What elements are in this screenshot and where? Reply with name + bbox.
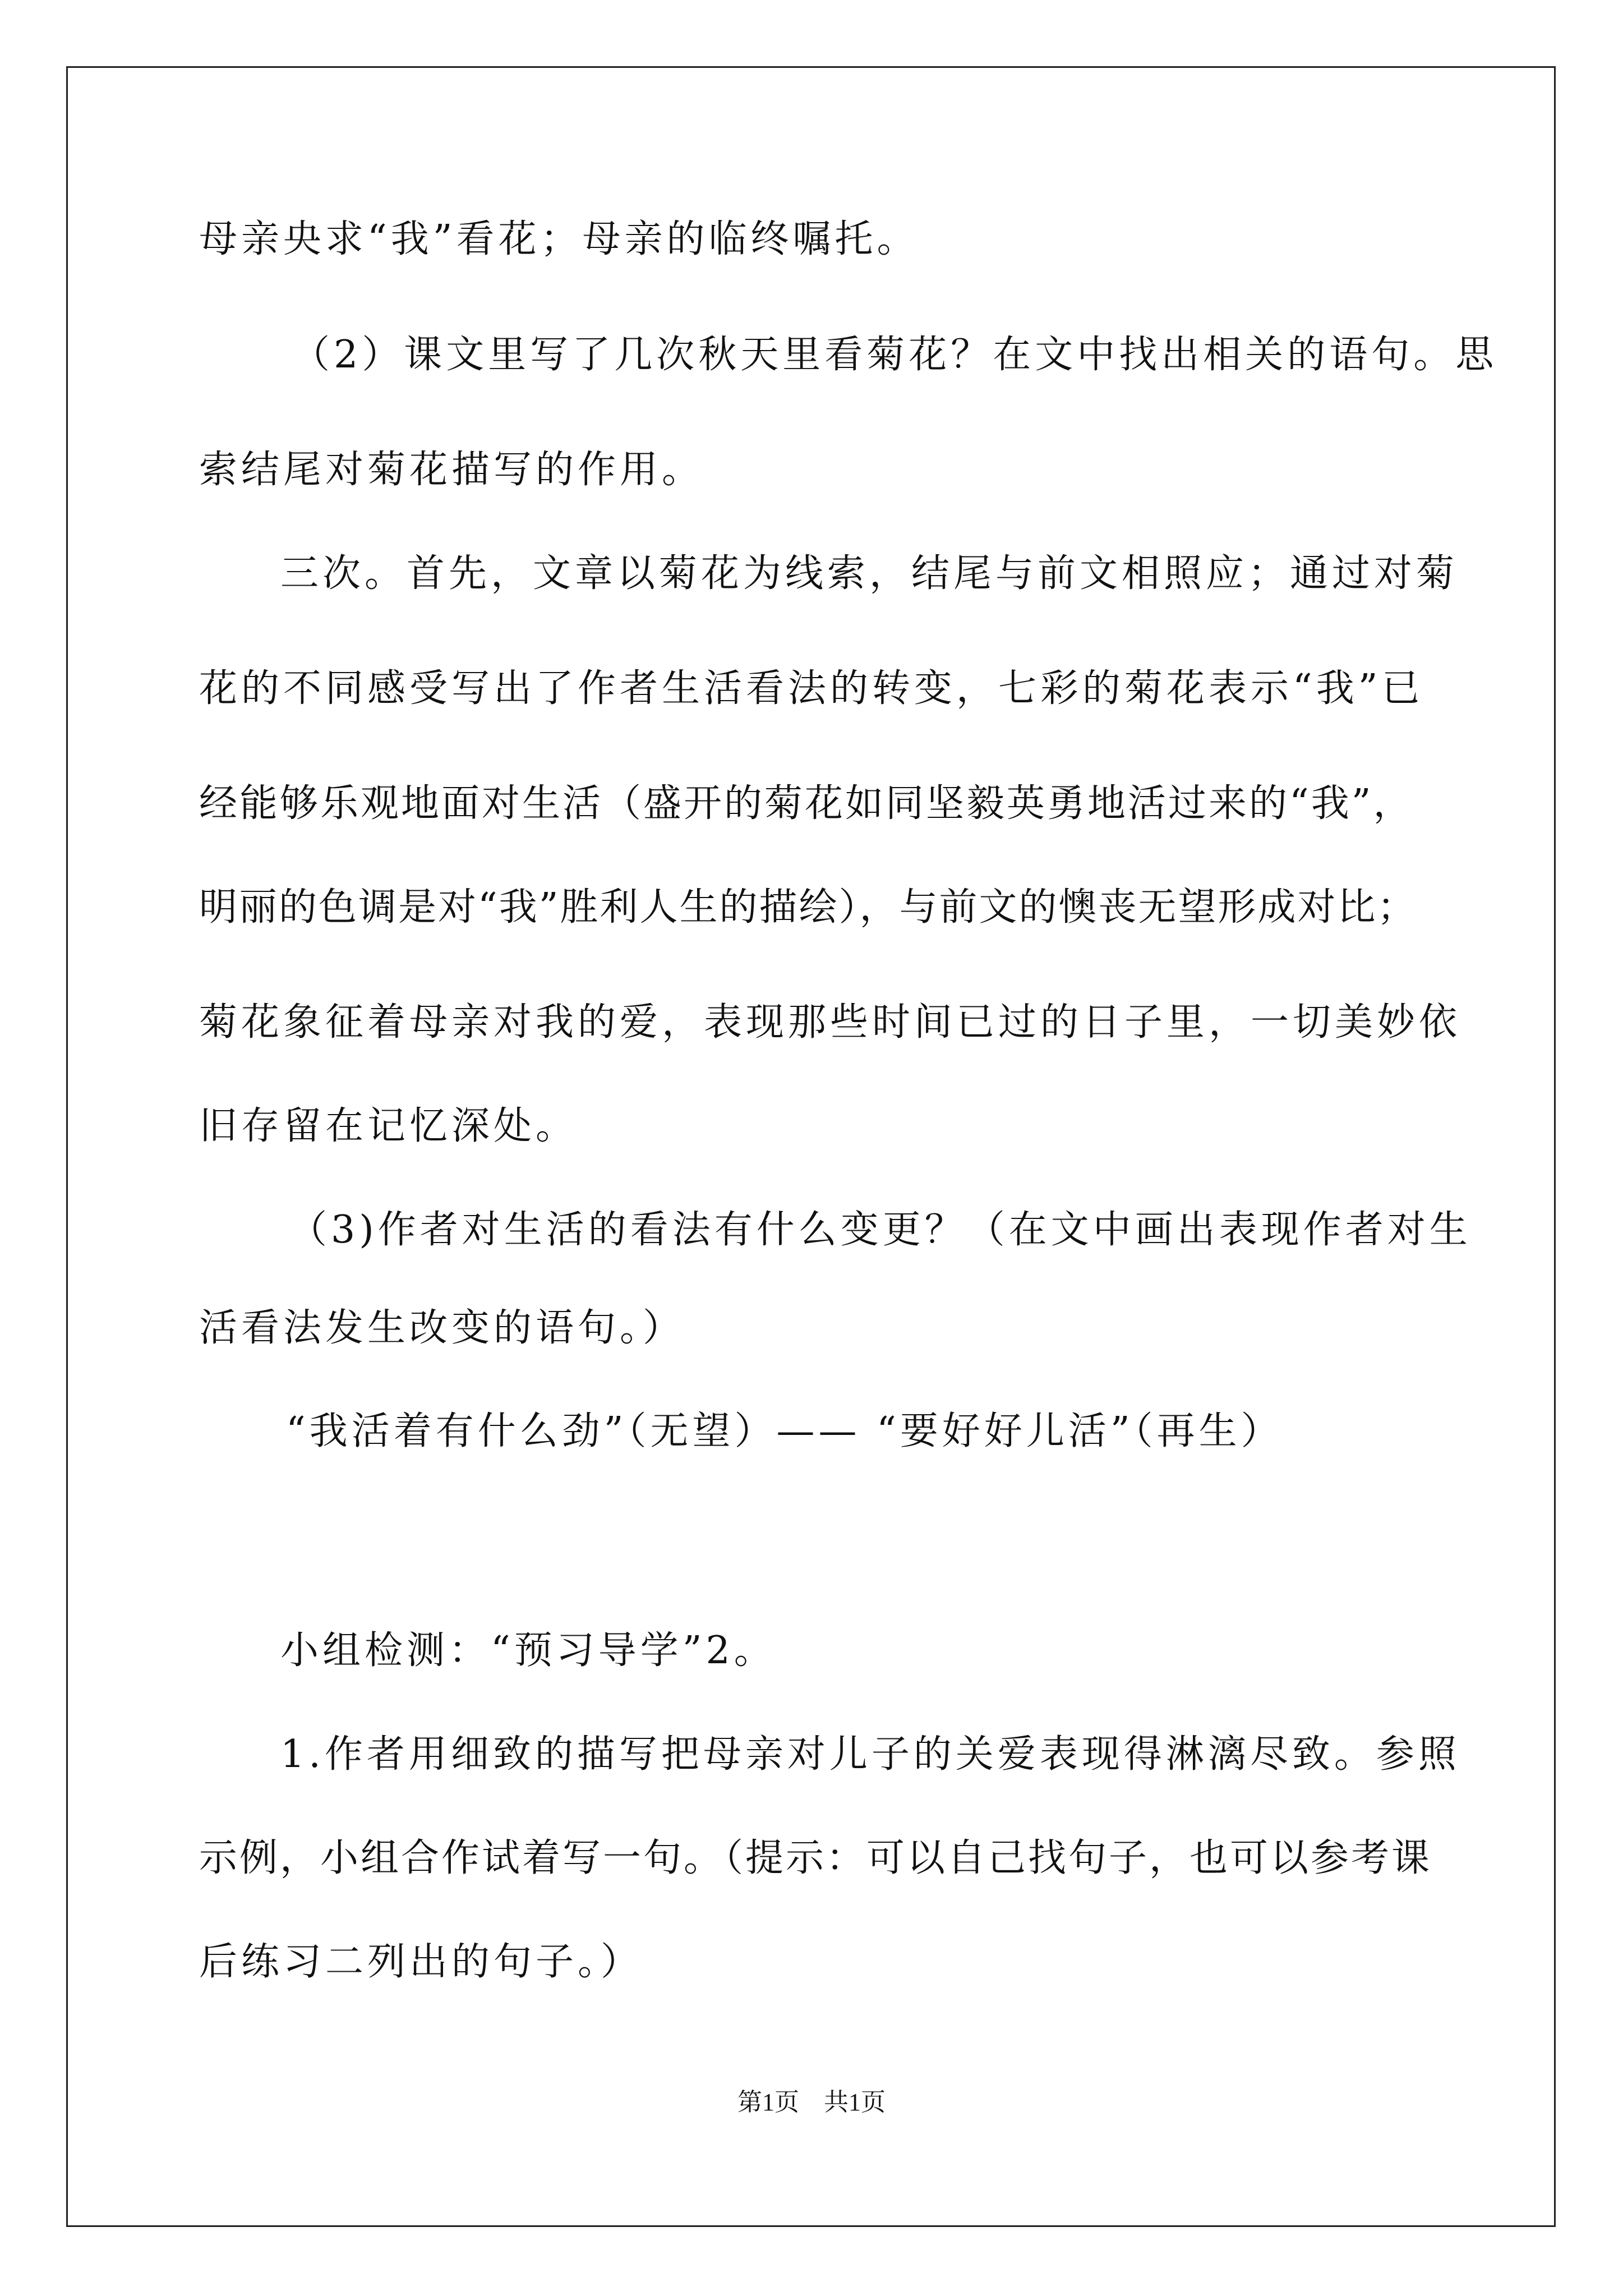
text-line: 经能够乐观地面对生活（盛开的菊花如同坚毅英勇地活过来的“我”，: [199, 781, 1414, 826]
text-line: 三次。首先，文章以菊花为线索，结尾与前文相照应；通过对菊: [280, 551, 1459, 596]
text-line: 小组检测：“预习导学”2。: [280, 1628, 776, 1673]
text-line: 母亲央求“我”看花；母亲的临终嘱托。: [199, 217, 919, 261]
text-line: 示例，小组合作试着写一句。（提示：可以自己找句子，也可以参考课: [199, 1836, 1432, 1880]
text-line: 明丽的色调是对“我”胜利人生的描绘），与前文的懊丧无望形成对比；: [199, 885, 1417, 930]
text-line: 活看法发生改变的语句。）: [199, 1306, 685, 1350]
text-line: 索结尾对菊花描写的作用。: [199, 448, 704, 492]
text-line: （2）课文里写了几次秋天里看菊花？在文中找出相关的语句。思: [292, 333, 1498, 377]
page-footer: 第1页 共1页: [737, 2088, 886, 2116]
text-line: 后练习二列出的句子。）: [199, 1940, 643, 1984]
text-line: 1.作者用细致的描写把母亲对儿子的关爱表现得淋漓尽致。参照: [280, 1732, 1460, 1777]
text-line: 菊花象征着母亲对我的爱，表现那些时间已过的日子里，一切美妙依: [199, 1000, 1461, 1045]
text-line: “我活着有什么劲”（无望）—— “要好好儿活”（再生）: [286, 1409, 1283, 1453]
text-line: 花的不同感受写出了作者生活看法的转变，七彩的菊花表示“我”已: [199, 666, 1424, 711]
text-line: （3)作者对生活的看法有什么变更？（在文中画出表现作者对生: [289, 1208, 1472, 1252]
text-line: 旧存留在记忆深处。: [199, 1104, 578, 1148]
